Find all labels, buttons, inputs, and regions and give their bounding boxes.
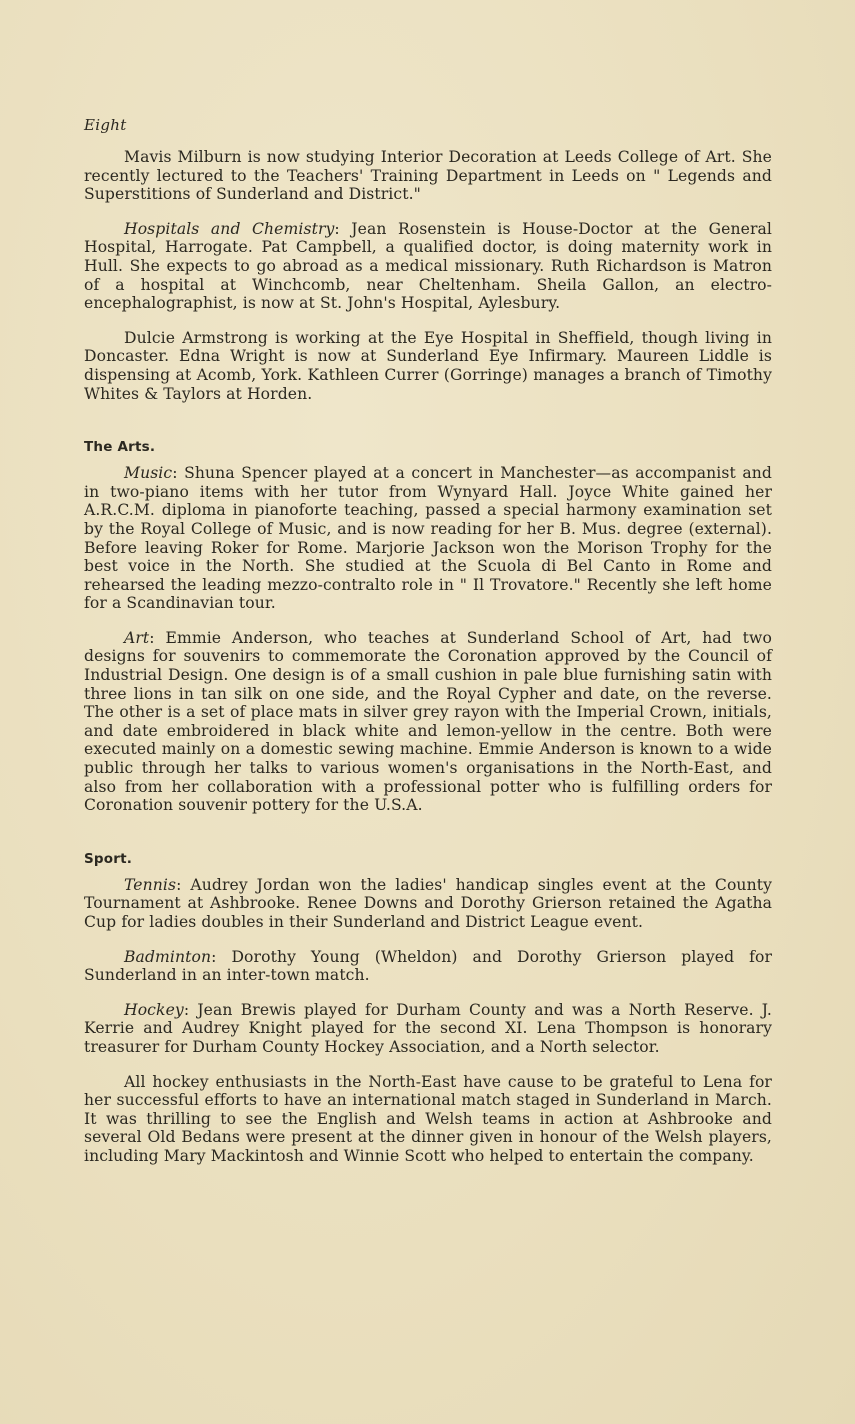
music-lead: Music bbox=[124, 464, 173, 483]
art-lead: Art bbox=[124, 628, 150, 647]
hospitals-text: : Jean Rosenstein is House-Doctor at the General Hospital, Harrogate. Pat Campbell, a qualified doctor, is doing maternity work in Hull. She expects to go abroad as a medical missionary. Ruth Richardson is Matron of a hospital at Winchcomb, near Cheltenham. Sheila Gallon, an electro-encephalographist, is now at St. John's Hospital, Aylesbury. bbox=[84, 219, 772, 313]
music-paragraph bbox=[84, 464, 772, 613]
hockey-text: : Jean Brewis played for Durham County and was a North Reserve. J. Kerrie and Audrey Knight played for the second XI. Lena Thompson is honorary treasurer for Durham County Hockey Association, and a North selector. bbox=[84, 1000, 772, 1056]
tennis-text: : Audrey Jordan won the ladies' handicap singles event at the County Tournament at Ashbrooke. Renee Downs and Dorothy Grierson retained the Agatha Cup for ladies doubles in their Sunderland and District League event. bbox=[84, 875, 772, 931]
intro-paragraph: Mavis Milburn is now studying Interior Decoration at Leeds College of Art. She recently lectured to the Teachers' Training Department in Leeds on " Legends and Superstitions of Sunderland and District." bbox=[84, 148, 772, 204]
hockey-lead: Hockey bbox=[124, 1000, 184, 1019]
art-text: : Emmie Anderson, who teaches at Sunderland School of Art, had two designs for souvenirs to commemorate the Coronation approved by the Council of Industrial Design. One design is of a small cushion in pale blue furnishing satin with three lions in tan silk on one side, and the Royal Cypher and date, on the reverse. The other is a set of place mats in silver grey rayon with the Imperial Crown, initials, and date embroidered in black white and lemon-yellow in the centre. Both were executed mainly on a domestic sewing machine. Emmie Anderson is known to a wide public through her talks to various women's organisations in the North-East, and also from her collaboration with a professional potter who is fulfilling orders for Coronation souvenir pottery for the U.S.A. bbox=[84, 628, 772, 815]
hockey-paragraph bbox=[84, 1001, 772, 1057]
badminton-lead: Badminton bbox=[124, 947, 212, 966]
badminton-paragraph bbox=[84, 948, 772, 985]
tennis-paragraph bbox=[84, 876, 772, 932]
arts-heading: The Arts. bbox=[84, 439, 156, 456]
music-text: : Shuna Spencer played at a concert in Manchester—as accompanist and in two-piano items with her tutor from Wynyard Hall. Joyce White gained her A.R.C.M. diploma in pianoforte teaching, passed a special harmony examination set by the Royal College of Music, and is now reading for her B. Mus. degree (external). Before leaving Roker for Rome. Marjorie Jackson won the Morison Trophy for the best voice in the North. She studied at the Scuola di Bel Canto in Rome and rehearsed the leading mezzo-contralto role in " Il Trovatore." Recently she left home for a Scandinavian tour. bbox=[84, 464, 772, 613]
hospitals-lead: Hospitals and Chemistry bbox=[124, 219, 335, 238]
sport-heading: Sport. bbox=[84, 850, 133, 867]
document-page bbox=[84, 116, 772, 1166]
page-number: Eight bbox=[84, 116, 127, 134]
badminton-text: : Dorothy Young (Wheldon) and Dorothy Grierson played for Sunderland in an inter-town match. bbox=[84, 947, 772, 985]
art-paragraph bbox=[84, 629, 772, 815]
dulcie-paragraph: Dulcie Armstrong is working at the Eye Hospital in Sheffield, though living in Doncaster. Edna Wright is now at Sunderland Eye Infirmary. Maureen Liddle is dispensing at Acomb, York. Kathleen Currer (Gorringe) manages a branch of Timothy Whites & Taylors at Horden. bbox=[84, 328, 772, 403]
hockey-enthusiasts-paragraph: All hockey enthusiasts in the North-East have cause to be grateful to Lena for her successful efforts to have an international match staged in Sunderland in March. It was thrilling to see the English and Welsh teams in action at Ashbrooke and several Old Bedans were present at the dinner given in honour of the Welsh players, including Mary Mackintosh and Winnie Scott who helped to entertain the company. bbox=[84, 1072, 772, 1165]
hospitals-paragraph bbox=[84, 220, 772, 313]
tennis-lead: Tennis bbox=[124, 875, 177, 894]
